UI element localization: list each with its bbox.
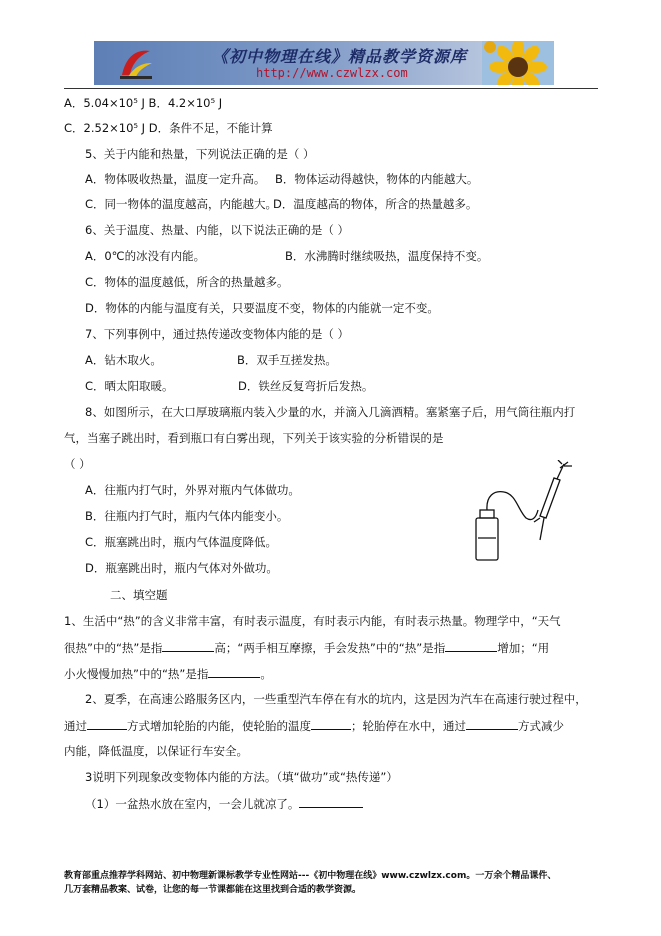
q7-stem: 7、下列事例中，通过热传递改变物体内能的是（ ） (85, 327, 349, 341)
q6-option-a: A．0℃的冰没有内能。 (85, 249, 206, 263)
fill2-text-c: ；轮胎停在水中，通过 (351, 719, 466, 733)
q7-option-a: A．钻木取火。 (85, 353, 162, 367)
fill1-blank-1[interactable] (162, 640, 214, 652)
section-2-heading: 二、填空题 (110, 588, 168, 602)
fill1-line3 (64, 666, 272, 682)
q5-option-d: D．温度越高的物体，所含的热量越多。 (273, 197, 478, 211)
fill3-blank-1[interactable] (299, 796, 363, 808)
q7-option-b: B．双手互搓发热。 (237, 353, 337, 367)
site-logo (116, 45, 156, 81)
q4-options-ab: A．5.04×10⁵ J B．4.2×10⁵ J (64, 96, 223, 110)
q7-option-c: C．晒太阳取暖。 (85, 379, 174, 393)
q5-stem: 5、关于内能和热量，下列说法正确的是（ ） (85, 147, 315, 161)
q7-option-d: D．铁丝反复弯折后发热。 (238, 379, 374, 393)
q5-option-a: A．物体吸收热量，温度一定升高。 (85, 172, 266, 186)
header-url[interactable]: http://www.czwlzx.com (256, 66, 408, 80)
q5-option-b: B．物体运动得越快，物体的内能越大。 (275, 172, 479, 186)
fill3-item1 (85, 796, 363, 812)
fill2-text-a: 通过 (64, 719, 87, 733)
fill3-stem: 3说明下列现象改变物体内能的方法。（填“做功”或“热传递”） (85, 770, 398, 784)
footer-line1: 教育部重点推荐学科网站、初中物理新课标教学专业性网站---《初中物理在线》www.czwlzx.com。一万余个精品课件、 (64, 871, 557, 881)
q8-option-d: D．瓶塞跳出时，瓶内气体对外做功。 (85, 561, 278, 575)
q4-options-cd: C．2.52×10⁵ J D．条件不足，不能计算 (64, 121, 273, 135)
sunflower-icon (482, 41, 554, 85)
bottle-pump-figure (468, 460, 578, 565)
q8-option-c: C．瓶塞跳出时，瓶内气体温度降低。 (85, 535, 278, 549)
footer-line2: 几万套精品教案、试卷，让您的每一节课都能在这里找到合适的教学资源。 (64, 885, 362, 895)
fill2-blank-2[interactable] (311, 718, 351, 730)
q8-stem-line2: 气，当塞子跳出时，看到瓶口有白雾出现，下列关于该实验的分析错误的是 (64, 431, 444, 445)
q6-option-c: C．物体的温度越低，所含的热量越多。 (85, 275, 289, 289)
fill1-text-b: 高；“两手相互摩擦，手会发热”中的“热”是指 (214, 641, 446, 655)
fill1-text-a: 很热”中的“热”是指 (64, 641, 163, 655)
fill2-line3: 内能，降低温度，以保证行车安全。 (64, 744, 248, 758)
q5-option-c: C．同一物体的温度越高，内能越大。 (85, 197, 278, 211)
fill2-line1: 2、夏季，在高速公路服务区内，一些重型汽车停在有水的坑内，这是因为汽车在高速行驶过程中， (85, 692, 587, 706)
fill2-text-b: 方式增加轮胎的内能，使轮胎的温度 (127, 719, 311, 733)
fill1-text-d: 小火慢慢加热”中的“热”是指 (64, 667, 209, 681)
q6-option-d: D．物体的内能与温度有关，只要温度不变，物体的内能就一定不变。 (85, 301, 439, 315)
q6-stem: 6、关于温度、热量、内能，以下说法正确的是（ ） (85, 223, 349, 237)
q6-option-b: B．水沸腾时继续吸热，温度保持不变。 (285, 249, 489, 263)
q8-option-b: B．往瓶内打气时，瓶内气体内能变小。 (85, 509, 289, 523)
header-banner (94, 41, 554, 85)
q8-option-a: A．往瓶内打气时，外界对瓶内气体做功。 (85, 483, 300, 497)
fill2-text-d: 方式减少 (518, 719, 564, 733)
header-rule (64, 88, 598, 89)
q8-stem-line1: 8、如图所示，在大口厚玻璃瓶内装入少量的水，并滴入几滴酒精。塞紧塞子后，用气筒往瓶内打 (85, 405, 576, 419)
q8-answer-paren: （ ） (64, 457, 91, 471)
fill2-blank-1[interactable] (87, 718, 127, 730)
fill1-text-e: 。 (260, 667, 272, 681)
fill2-line2 (64, 718, 564, 734)
fill3-item1-text: （1）一盆热水放在室内，一会儿就凉了。 (85, 797, 300, 811)
fill1-line2 (64, 640, 549, 656)
fill1-blank-3[interactable] (208, 666, 260, 678)
fill2-blank-3[interactable] (466, 718, 518, 730)
fill1-blank-2[interactable] (445, 640, 497, 652)
header-title: 《初中物理在线》精品教学资源库 (212, 47, 468, 66)
fill1-text-c: 增加；“用 (497, 641, 550, 655)
fill1-line1: 1、生活中“热”的含义非常丰富，有时表示温度，有时表示内能，有时表示热量。物理学中，“天气 (64, 614, 561, 628)
